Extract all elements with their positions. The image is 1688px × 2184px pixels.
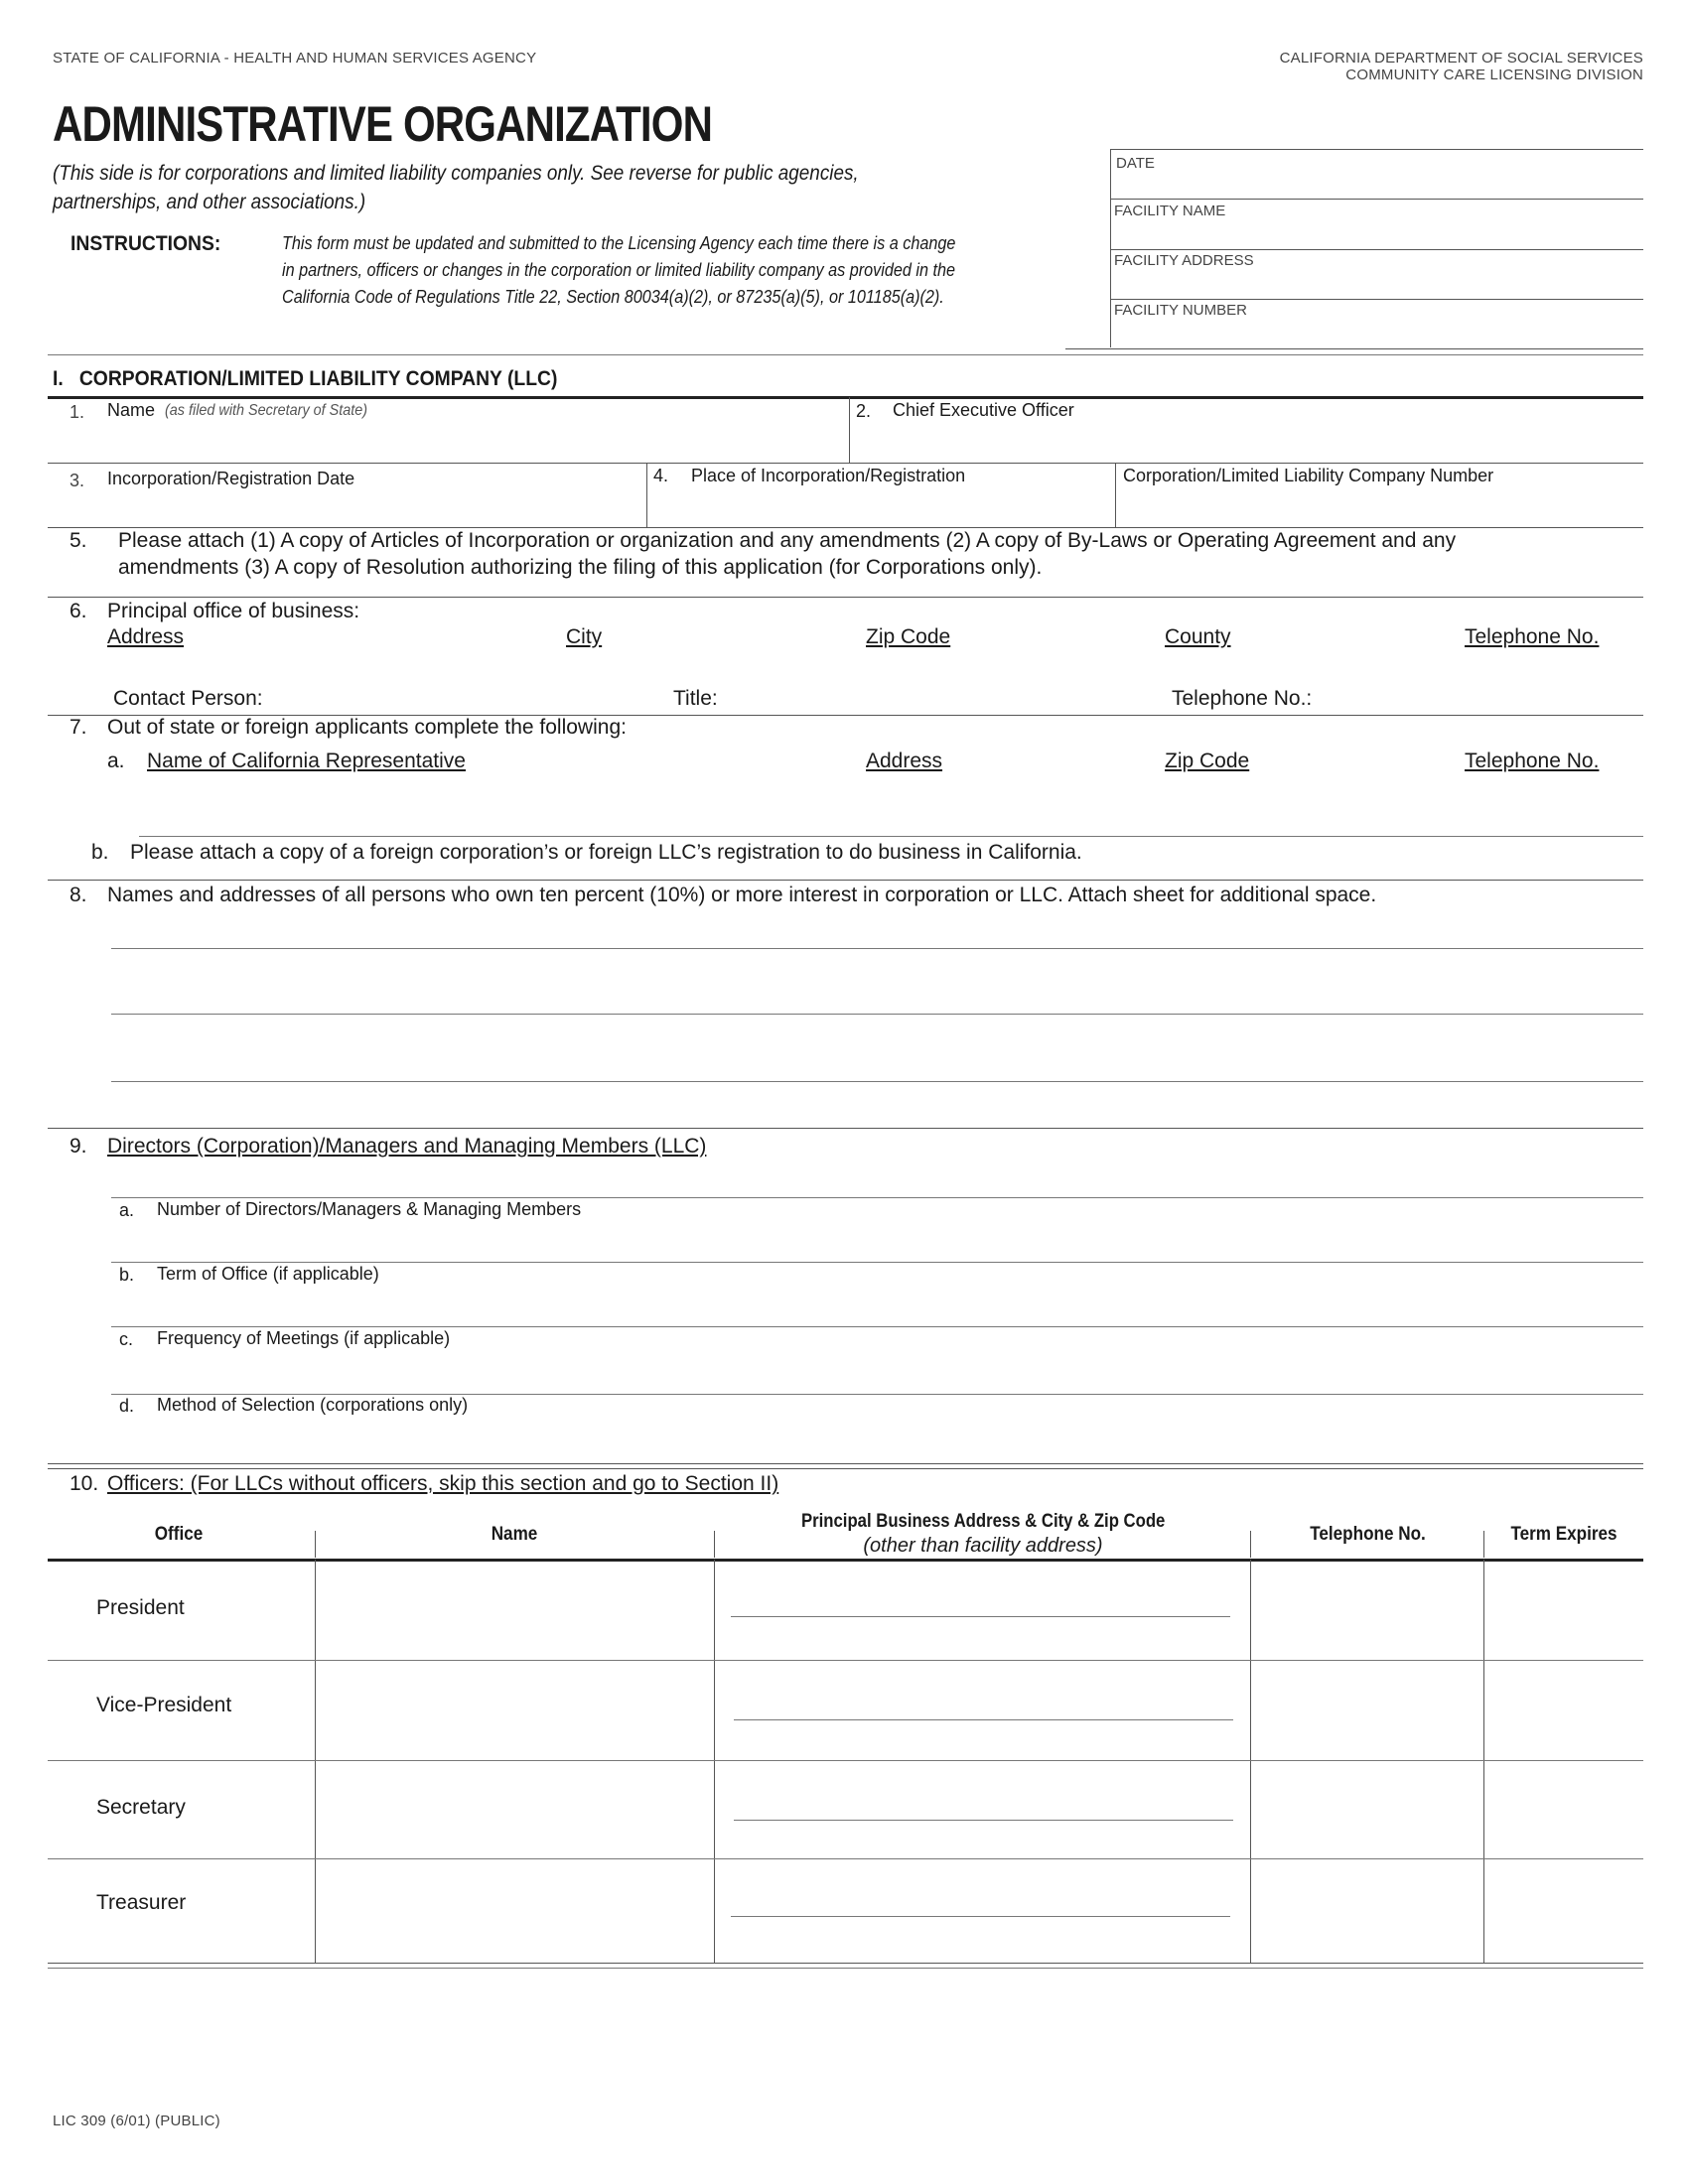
secretary-name-field[interactable] <box>323 1768 705 1852</box>
divider <box>315 1531 316 1558</box>
divider <box>48 1858 1643 1859</box>
contact-telephone-label: Telephone No.: <box>1172 687 1313 710</box>
method-of-selection-label: Method of Selection (corporations only) <box>157 1395 469 1415</box>
divider <box>111 1081 1643 1082</box>
contact-person-label: Contact Person: <box>113 687 263 710</box>
president-name-field[interactable] <box>323 1569 705 1653</box>
divider <box>48 354 1643 355</box>
principal-office-label: Principal office of business: <box>107 600 360 622</box>
facility-name-label: FACILITY NAME <box>1114 203 1226 219</box>
owners-field-1[interactable] <box>111 918 1640 948</box>
row-label-secretary: Secretary <box>96 1796 186 1819</box>
field-10-number: 10. <box>70 1472 99 1495</box>
divider <box>111 1262 1643 1263</box>
instructions-label: INSTRUCTIONS: <box>70 232 221 255</box>
divider <box>48 1463 1643 1464</box>
row-label-vice-president: Vice-President <box>96 1694 232 1716</box>
divider <box>849 397 850 463</box>
field-5-number: 5. <box>70 529 87 552</box>
treasurer-address-field[interactable] <box>730 1866 1231 1912</box>
instructions-line-1: This form must be updated and submitted to the Licensing Agency each time there is a change <box>282 233 956 253</box>
directors-label: Directors (Corporation)/Managers and Managing Members (LLC) <box>107 1135 707 1158</box>
field-3-number: 3. <box>70 471 85 490</box>
secretary-term-field[interactable] <box>1490 1768 1639 1852</box>
facility-number-label: FACILITY NUMBER <box>1114 302 1247 319</box>
owners-field-2[interactable] <box>111 983 1640 1013</box>
owners-text: Names and addresses of all persons who own ten percent (10%) or more interest in corporation or LLC. Attach sheet for additional space. <box>107 884 1377 906</box>
president-city-zip-field[interactable] <box>730 1620 1231 1654</box>
field-1-number: 1. <box>70 402 85 422</box>
header-address-note: (other than facility address) <box>863 1535 1103 1557</box>
header-address-line-1: Principal Business Address & City & Zip Code <box>800 1511 1166 1532</box>
contact-telephone-field[interactable] <box>1326 685 1641 713</box>
col-rep-address: Address <box>866 750 943 772</box>
divider <box>1250 1531 1251 1558</box>
row-label-treasurer: Treasurer <box>96 1891 187 1914</box>
officers-label: Officers: (For LLCs without officers, skip this section and go to Section II) <box>107 1472 779 1495</box>
foreign-registration-text: Please attach a copy of a foreign corporation’s or foreign LLC’s registration to do business in California. <box>130 841 1082 864</box>
divider <box>48 463 1643 464</box>
treasurer-telephone-field[interactable] <box>1257 1866 1477 1956</box>
treasurer-name-field[interactable] <box>323 1866 705 1956</box>
place-of-incorporation-field[interactable] <box>653 491 1110 525</box>
divider <box>315 1560 316 1963</box>
directors-count-field[interactable] <box>596 1223 1638 1259</box>
divider <box>48 597 1643 598</box>
divider <box>111 1197 1643 1198</box>
corporation-name-field[interactable] <box>70 425 844 461</box>
divider <box>1115 464 1116 527</box>
owners-field-3[interactable] <box>111 1050 1640 1080</box>
facility-number-field[interactable] <box>1116 320 1642 345</box>
divider <box>1065 348 1643 349</box>
divider <box>48 1968 1643 1969</box>
col-county: County <box>1165 625 1231 648</box>
divider <box>48 1760 1643 1761</box>
divider <box>48 1559 1643 1562</box>
divider <box>111 1014 1643 1015</box>
date-field[interactable] <box>1116 173 1642 197</box>
facility-name-field[interactable] <box>1116 220 1642 246</box>
incorporation-date-field[interactable] <box>70 493 635 525</box>
divider <box>139 836 1643 837</box>
meeting-frequency-field[interactable] <box>596 1354 1638 1390</box>
field-6-number: 6. <box>70 600 87 622</box>
field-7-number: 7. <box>70 716 87 739</box>
attachments-line-1: Please attach (1) A copy of Articles of Incorporation or organization and any amendments (2) A copy of By-Laws or Operating Agreement and any <box>118 529 1457 552</box>
title-field[interactable] <box>730 685 1167 713</box>
principal-office-field[interactable] <box>107 653 1641 683</box>
field-9-number: 9. <box>70 1135 87 1158</box>
directors-count-label: Number of Directors/Managers & Managing Members <box>157 1199 582 1219</box>
vice-president-city-zip-field[interactable] <box>730 1723 1231 1755</box>
field-7a-letter: a. <box>107 750 125 772</box>
field-9c-letter: c. <box>119 1329 134 1349</box>
row-label-president: President <box>96 1596 185 1619</box>
subtitle-line-1: (This side is for corporations and limited liability companies only. See reverse for public agencies, <box>53 162 859 185</box>
vice-president-term-field[interactable] <box>1490 1668 1639 1752</box>
title-label: Title: <box>673 687 718 710</box>
divider <box>111 948 1643 949</box>
chief-executive-officer-label: Chief Executive Officer <box>893 400 1074 420</box>
vice-president-telephone-field[interactable] <box>1257 1668 1477 1752</box>
date-label: DATE <box>1116 155 1155 172</box>
header-telephone: Telephone No. <box>1310 1524 1426 1545</box>
agency-right-2: COMMUNITY CARE LICENSING DIVISION <box>1345 67 1643 83</box>
divider <box>731 1616 1230 1617</box>
divider <box>1483 1560 1484 1963</box>
secretary-telephone-field[interactable] <box>1257 1768 1477 1852</box>
contact-person-field[interactable] <box>278 685 660 713</box>
treasurer-term-field[interactable] <box>1490 1866 1639 1956</box>
agency-right-1: CALIFORNIA DEPARTMENT OF SOCIAL SERVICES <box>1279 50 1643 67</box>
col-zip-code: Zip Code <box>866 625 951 648</box>
divider <box>48 1128 1643 1129</box>
term-of-office-label: Term of Office (if applicable) <box>157 1264 379 1284</box>
section-1-heading: I. CORPORATION/LIMITED LIABILITY COMPANY (LLC) <box>53 367 558 390</box>
field-7b-letter: b. <box>91 841 109 864</box>
divider <box>111 1326 1643 1327</box>
form-id: LIC 309 (6/01) (PUBLIC) <box>53 2113 220 2129</box>
header-address <box>715 1511 1251 1533</box>
header-name: Name <box>491 1524 538 1545</box>
place-of-incorporation-label: Place of Incorporation/Registration <box>691 466 966 485</box>
col-city: City <box>566 625 603 648</box>
divider <box>1250 1560 1251 1963</box>
vice-president-address-field[interactable] <box>730 1668 1231 1715</box>
method-of-selection-field[interactable] <box>596 1420 1638 1459</box>
company-number-field[interactable] <box>1123 491 1639 525</box>
divider <box>48 880 1643 881</box>
incorporation-date-label: Incorporation/Registration Date <box>107 469 355 488</box>
divider <box>48 527 1643 528</box>
facility-box-left-border <box>1110 149 1111 347</box>
divider <box>1110 199 1643 200</box>
divider <box>48 1963 1643 1964</box>
facility-address-field[interactable] <box>1116 270 1642 296</box>
company-number-label: Corporation/Limited Liability Company Number <box>1123 466 1494 485</box>
divider <box>1110 249 1643 250</box>
page-title: ADMINISTRATIVE ORGANIZATION <box>53 96 713 152</box>
field-8-number: 8. <box>70 884 87 906</box>
header-term-expires: Term Expires <box>1510 1524 1618 1545</box>
facility-address-label: FACILITY ADDRESS <box>1114 252 1254 269</box>
col-telephone: Telephone No. <box>1465 625 1600 648</box>
name-note: (as filed with Secretary of State) <box>165 402 368 419</box>
divider <box>1110 299 1643 300</box>
secretary-address-field[interactable] <box>730 1768 1231 1816</box>
divider <box>1110 149 1643 150</box>
president-address-field[interactable] <box>730 1569 1231 1612</box>
field-9a-letter: a. <box>119 1200 135 1220</box>
field-9b-letter: b. <box>119 1265 135 1285</box>
col-address: Address <box>107 625 185 648</box>
instructions-line-3: California Code of Regulations Title 22, Section 80034(a)(2), or 87235(a)(5), or 101185(a)(2). <box>282 287 944 307</box>
term-of-office-field[interactable] <box>596 1289 1638 1324</box>
divider <box>48 1468 1643 1469</box>
divider <box>646 464 647 527</box>
field-2-number: 2. <box>856 401 872 421</box>
president-term-field[interactable] <box>1490 1569 1639 1653</box>
field-9d-letter: d. <box>119 1396 135 1416</box>
divider <box>48 1660 1643 1661</box>
header-office: Office <box>154 1524 204 1545</box>
agency-left: STATE OF CALIFORNIA - HEALTH AND HUMAN SERVICES AGENCY <box>53 50 537 67</box>
col-rep-telephone: Telephone No. <box>1465 750 1600 772</box>
ca-representative-field[interactable] <box>139 784 1641 834</box>
divider <box>48 396 1643 399</box>
vice-president-name-field[interactable] <box>323 1668 705 1752</box>
treasurer-city-zip-field[interactable] <box>730 1920 1231 1954</box>
divider <box>731 1916 1230 1917</box>
secretary-city-zip-field[interactable] <box>730 1824 1231 1855</box>
name-label: Name <box>107 400 156 420</box>
col-ca-representative: Name of California Representative <box>147 750 466 772</box>
subtitle-line-2: partnerships, and other associations.) <box>53 191 366 213</box>
attachments-line-2: amendments (3) A copy of Resolution authorizing the filing of this application (for Corporations only). <box>118 556 1043 579</box>
instructions-line-2: in partners, officers or changes in the corporation or limited liability company as provided in the <box>282 260 956 280</box>
col-rep-zip-code: Zip Code <box>1165 750 1250 772</box>
out-of-state-label: Out of state or foreign applicants complete the following: <box>107 716 627 739</box>
divider <box>734 1820 1233 1821</box>
meeting-frequency-label: Frequency of Meetings (if applicable) <box>157 1328 451 1348</box>
president-telephone-field[interactable] <box>1257 1569 1477 1653</box>
divider <box>734 1719 1233 1720</box>
divider <box>714 1560 715 1963</box>
divider <box>1483 1531 1484 1558</box>
field-4-number: 4. <box>653 466 669 485</box>
chief-executive-officer-field[interactable] <box>856 425 1640 461</box>
